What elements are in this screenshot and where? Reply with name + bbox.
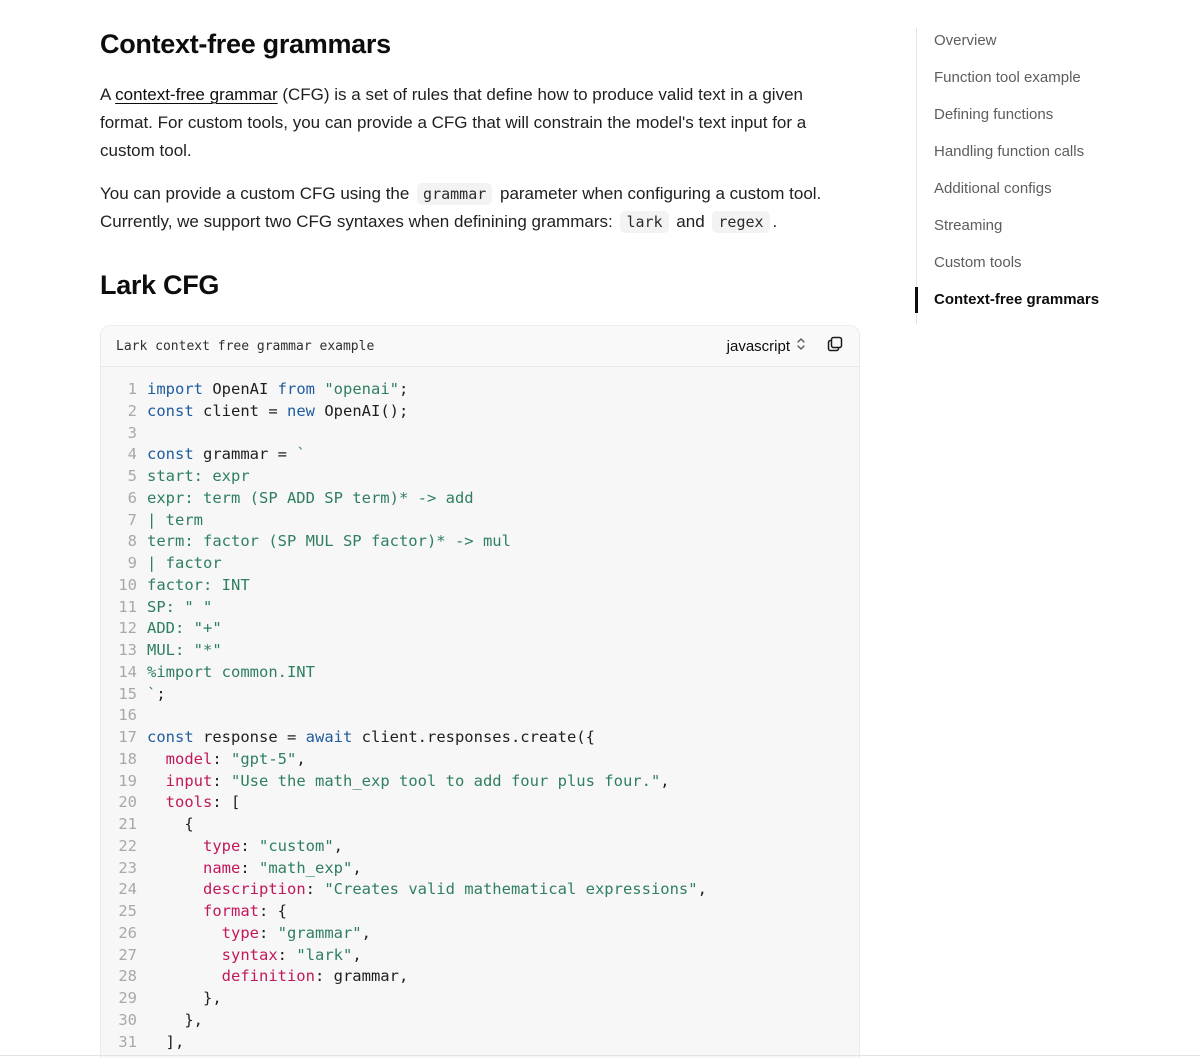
code-token: await bbox=[305, 728, 353, 746]
code-line bbox=[101, 879, 860, 901]
code-token: ], bbox=[147, 1032, 185, 1051]
code-line bbox=[101, 401, 860, 423]
line-number: 13 bbox=[118, 641, 137, 659]
code-token: const bbox=[147, 445, 194, 464]
code-token: : bbox=[258, 923, 278, 942]
code-token: OpenAI(); bbox=[315, 401, 409, 420]
line-number: 22 bbox=[118, 836, 137, 855]
code-line bbox=[101, 858, 860, 880]
code-token: definition bbox=[221, 967, 315, 986]
code-token: , bbox=[660, 771, 670, 790]
code-token: "Creates valid mathematical expressions" bbox=[324, 880, 698, 899]
toc-item-defining-functions[interactable]: Defining functions bbox=[934, 106, 1054, 123]
code-token: OpenAI bbox=[203, 380, 278, 398]
line-number: 1 bbox=[127, 380, 137, 398]
code-line-text bbox=[147, 575, 250, 597]
toc-item-streaming[interactable]: Streaming bbox=[934, 217, 1003, 234]
code-line bbox=[101, 727, 860, 749]
code-line bbox=[101, 1032, 860, 1054]
code-line-text bbox=[147, 901, 287, 923]
code-line-text bbox=[147, 771, 670, 793]
code-line bbox=[101, 945, 860, 967]
line-number: 23 bbox=[118, 858, 137, 877]
code-token bbox=[147, 967, 222, 985]
line-number: 24 bbox=[118, 880, 137, 899]
code-line-text bbox=[147, 945, 362, 967]
code-token: term: factor (SP MUL SP factor)* -> mul bbox=[147, 532, 511, 551]
code-token: { bbox=[147, 815, 194, 833]
line-number: 11 bbox=[118, 597, 137, 616]
line-number: 18 bbox=[118, 749, 137, 768]
code-line-text bbox=[147, 379, 408, 401]
line-number: 4 bbox=[127, 445, 137, 464]
line-number: 26 bbox=[118, 923, 137, 942]
code-token: syntax bbox=[221, 945, 278, 964]
code-token: "Use the math_exp tool to add four plus four." bbox=[231, 771, 661, 790]
code-token: SP: " " bbox=[147, 597, 213, 616]
code-token: MUL: "*" bbox=[147, 641, 222, 659]
code-token: , bbox=[352, 858, 362, 877]
code-token: | factor bbox=[147, 554, 222, 572]
code-token: : bbox=[240, 858, 259, 877]
code-token: format bbox=[203, 902, 259, 920]
cfg-intro-paragraph bbox=[100, 81, 860, 165]
code-token: name bbox=[203, 858, 241, 877]
code-token bbox=[147, 772, 166, 790]
heading-context-free-grammars: Context-free grammars bbox=[100, 29, 391, 59]
code-token: type bbox=[221, 923, 259, 942]
code-block-header bbox=[101, 326, 859, 367]
p2-text-1: You can provide a custom CFG using the bbox=[100, 184, 415, 203]
line-number: 12 bbox=[118, 619, 137, 638]
code-token: client = bbox=[193, 401, 287, 420]
code-token: : bbox=[240, 836, 259, 855]
code-token: new bbox=[287, 401, 315, 420]
code-line-text bbox=[147, 510, 203, 532]
code-line bbox=[101, 618, 860, 640]
code-line-text bbox=[147, 466, 250, 488]
code-line bbox=[101, 662, 860, 684]
line-number: 20 bbox=[118, 793, 137, 812]
inline-code-grammar: grammar bbox=[417, 183, 492, 205]
line-number: 17 bbox=[118, 728, 137, 746]
code-line bbox=[101, 988, 860, 1010]
code-line-text bbox=[147, 966, 408, 988]
code-token bbox=[147, 793, 166, 811]
code-line-text bbox=[147, 640, 222, 662]
code-line-text bbox=[147, 879, 707, 901]
code-line bbox=[101, 749, 860, 771]
language-select[interactable] bbox=[727, 337, 806, 355]
code-token bbox=[147, 902, 203, 920]
line-number: 7 bbox=[127, 510, 137, 529]
code-token: response = bbox=[193, 728, 306, 746]
code-line bbox=[101, 966, 860, 988]
line-number: 25 bbox=[118, 902, 137, 920]
code-token: }, bbox=[147, 989, 222, 1007]
code-line-text bbox=[147, 1010, 203, 1032]
code-line-text bbox=[147, 662, 315, 684]
copy-icon bbox=[827, 336, 843, 357]
code-line-text bbox=[147, 553, 222, 575]
code-line bbox=[101, 444, 860, 466]
code-line-text bbox=[147, 597, 212, 619]
code-token: expr: term (SP ADD SP term)* -> add bbox=[147, 488, 474, 507]
code-line bbox=[101, 423, 860, 445]
code-token: type bbox=[203, 836, 241, 855]
code-token: : bbox=[277, 945, 297, 964]
line-number: 15 bbox=[118, 684, 137, 703]
code-line bbox=[101, 466, 860, 488]
code-token bbox=[147, 859, 203, 877]
code-token: %import common.INT bbox=[147, 662, 315, 681]
code-line-text bbox=[147, 792, 240, 814]
code-token: description bbox=[203, 880, 306, 899]
code-line bbox=[101, 379, 860, 401]
code-line-text bbox=[147, 858, 362, 880]
line-number: 31 bbox=[118, 1032, 137, 1051]
code-token: ; bbox=[156, 684, 166, 703]
p2-text-2: parameter when configuring a custom tool. Currently, we support two CFG syntaxes when definining grammars: bbox=[100, 184, 822, 231]
line-number: 2 bbox=[127, 401, 137, 420]
code-token: factor: INT bbox=[147, 575, 250, 594]
code-token bbox=[147, 837, 203, 855]
code-token: "lark" bbox=[296, 945, 353, 964]
code-token: : bbox=[305, 880, 325, 899]
line-number: 6 bbox=[127, 488, 137, 507]
code-token: ADD: "+" bbox=[147, 619, 222, 638]
code-token: client.responses.create({ bbox=[352, 728, 595, 746]
code-token: from bbox=[277, 380, 315, 398]
code-line bbox=[101, 531, 860, 553]
code-line-text bbox=[147, 1032, 184, 1054]
inline-code-regex: regex bbox=[712, 211, 769, 233]
code-token: model bbox=[165, 749, 213, 768]
code-token: start: expr bbox=[147, 467, 250, 485]
code-line bbox=[101, 836, 860, 858]
code-token: ` bbox=[296, 445, 306, 464]
code-token: : [ bbox=[212, 793, 241, 812]
code-block-title: Lark context free grammar example bbox=[116, 338, 375, 354]
code-token: input bbox=[165, 771, 213, 790]
line-number: 27 bbox=[118, 945, 137, 964]
toc-item-context-free-grammars[interactable]: Context-free grammars bbox=[917, 287, 1176, 324]
code-token: import bbox=[147, 380, 203, 398]
code-line bbox=[101, 923, 860, 945]
code-token: ` bbox=[147, 684, 157, 703]
code-token: | term bbox=[147, 510, 203, 529]
code-line-text bbox=[147, 749, 306, 771]
code-token: "grammar" bbox=[277, 923, 362, 942]
toc-item-custom-tools[interactable]: Custom tools bbox=[934, 254, 1022, 271]
code-token: "custom" bbox=[259, 836, 334, 855]
code-token: , bbox=[296, 749, 306, 768]
line-number: 5 bbox=[127, 467, 137, 485]
line-number: 28 bbox=[118, 967, 137, 986]
code-line bbox=[101, 575, 860, 597]
line-number: 21 bbox=[118, 815, 137, 833]
code-line bbox=[101, 792, 860, 814]
code-line bbox=[101, 488, 860, 510]
line-number: 8 bbox=[127, 532, 137, 551]
line-number: 29 bbox=[118, 989, 137, 1007]
code-line bbox=[101, 705, 860, 727]
toc-item-function-tool-example[interactable]: Function tool example bbox=[934, 69, 1081, 86]
line-number: 30 bbox=[118, 1010, 137, 1029]
code-token bbox=[147, 750, 166, 768]
code-body bbox=[101, 379, 860, 1053]
toc-item-additional-configs[interactable]: Additional configs bbox=[934, 180, 1052, 197]
code-token: , bbox=[697, 880, 707, 899]
toc-item-handling-function-calls[interactable]: Handling function calls bbox=[934, 143, 1085, 160]
code-token: tools bbox=[165, 793, 213, 812]
code-token: "openai" bbox=[324, 380, 399, 398]
code-line-text bbox=[147, 488, 474, 510]
code-line bbox=[101, 814, 860, 836]
code-line bbox=[101, 510, 860, 532]
code-line bbox=[101, 553, 860, 575]
code-line-text bbox=[147, 836, 343, 858]
inline-code-lark: lark bbox=[620, 211, 668, 233]
code-token: : bbox=[212, 771, 232, 790]
code-block bbox=[100, 325, 860, 1058]
code-token: const bbox=[147, 401, 194, 420]
heading-lark-cfg: Lark CFG bbox=[100, 270, 220, 300]
code-token: }, bbox=[147, 1010, 203, 1029]
code-token: : bbox=[212, 749, 232, 768]
line-number: 14 bbox=[118, 662, 137, 681]
code-token bbox=[147, 946, 222, 964]
code-token: ; bbox=[398, 380, 409, 398]
code-token: grammar = bbox=[193, 445, 297, 464]
bottom-divider bbox=[0, 1055, 1200, 1056]
code-line-text bbox=[147, 923, 371, 945]
context-free-grammar-link[interactable]: context-free grammar bbox=[115, 85, 278, 104]
code-line-text bbox=[147, 684, 166, 706]
table-of-contents bbox=[916, 28, 1176, 324]
code-token: : grammar, bbox=[314, 967, 409, 986]
code-line-text bbox=[147, 401, 408, 423]
code-token: , bbox=[361, 923, 371, 942]
p2-text-3: and bbox=[671, 212, 710, 231]
chevron-up-down-icon bbox=[796, 337, 806, 355]
code-token: "math_exp" bbox=[259, 858, 353, 877]
p2-text-4: . bbox=[772, 212, 778, 231]
line-number: 10 bbox=[118, 575, 137, 594]
p1-text-after: (CFG) is a set of rules that define how to produce valid text in a given format. For custom tools, you can provide a CFG that will constrain the model's text input for a custom tool. bbox=[100, 85, 807, 160]
code-line-text bbox=[147, 618, 222, 640]
code-token: : { bbox=[259, 902, 287, 920]
code-line-text bbox=[147, 444, 306, 466]
line-number: 3 bbox=[127, 423, 137, 442]
code-line-text bbox=[147, 988, 222, 1010]
code-line-text bbox=[147, 814, 194, 836]
code-token: "gpt-5" bbox=[231, 749, 297, 768]
code-line-text bbox=[147, 727, 595, 749]
language-select-label: javascript bbox=[726, 337, 790, 355]
line-number: 9 bbox=[127, 554, 137, 572]
code-token bbox=[147, 924, 222, 942]
code-token: , bbox=[352, 945, 362, 964]
code-token bbox=[147, 880, 203, 898]
cfg-syntax-paragraph bbox=[100, 180, 860, 236]
code-token: , bbox=[333, 836, 343, 855]
code-line bbox=[101, 1010, 860, 1032]
toc-item-overview[interactable]: Overview bbox=[934, 32, 997, 49]
copy-button[interactable] bbox=[826, 337, 844, 355]
code-token bbox=[315, 380, 324, 398]
line-number: 16 bbox=[118, 706, 137, 725]
code-line bbox=[101, 901, 860, 923]
code-line bbox=[101, 684, 860, 706]
code-line bbox=[101, 597, 860, 619]
p1-text-before: A bbox=[100, 85, 116, 104]
code-line bbox=[101, 640, 860, 662]
code-token: const bbox=[147, 728, 194, 746]
code-line-text bbox=[147, 531, 511, 553]
code-line bbox=[101, 771, 860, 793]
line-number: 19 bbox=[118, 771, 137, 790]
